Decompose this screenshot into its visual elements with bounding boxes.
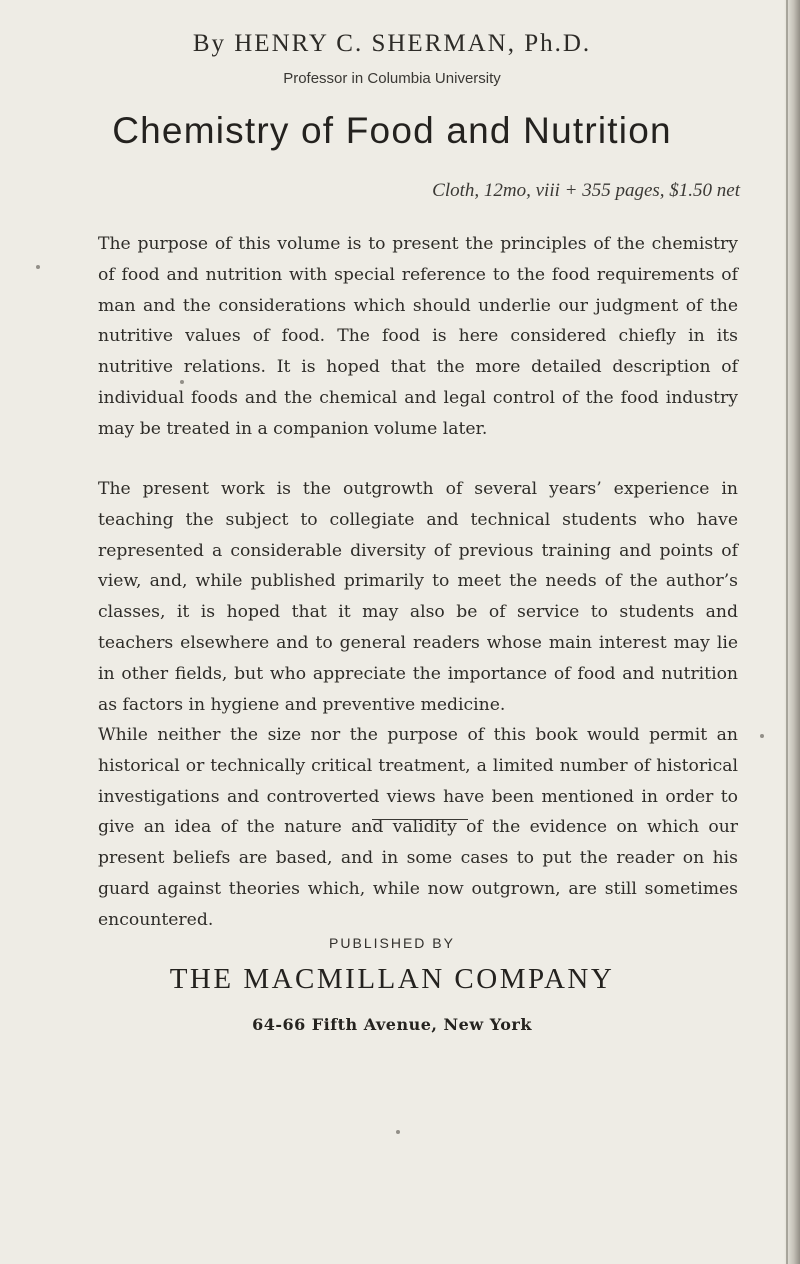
description-paragraph-2: The present work is the outgrowth of several years’ experience in teaching the subject to collegiate and technical students who have represented a considerable diversity of previous training and points of view, and, while published primarily to meet the needs of the author’s classes, it is hoped that it may also be of service to students and teachers elsewhere and to general readers whose main interest may lie in other fields, but who appreciate the importance of food and nutrition as factors in hygiene and preventive medicine. xyxy=(98,479,738,715)
scan-speck xyxy=(180,380,184,384)
publisher-address: 64-66 Fifth Avenue, New York xyxy=(252,1015,532,1034)
description-paragraph-1: The purpose of this volume is to present the principles of the chemistry of food and nutrition with special reference to the food requirements of man and the considerations which should underlie our judgment of the nutritive values of food. The food is here considered chiefly in its nutritive relations. It is hoped that the more detailed description of individual foods and the chemical and legal control of the food industry may be treated in a companion volume later. xyxy=(98,234,738,439)
separator-rule xyxy=(372,819,468,820)
published-by-label: PUBLISHED BY xyxy=(329,935,455,951)
edition-details: Cloth, 12mo, viii + 355 pages, $1.50 net xyxy=(432,180,740,201)
scan-speck xyxy=(760,734,764,738)
author-line: By HENRY C. SHERMAN, Ph.D. xyxy=(192,30,592,57)
publisher-name: THE MACMILLAN COMPANY xyxy=(169,963,615,995)
book-title: Chemistry of Food and Nutrition xyxy=(112,110,672,151)
description-paragraph-3: While neither the size nor the purpose of this book would permit an historical or technically critical treatment, a limited number of historical investigations and controverted views have been mentioned in order to give an idea of the nature and validity of the evidence on which our present beliefs are based, and in some cases to put the reader on his guard against theories which, while now outgrown, are still sometimes encountered. xyxy=(98,725,738,930)
page-edge-line xyxy=(786,0,788,1264)
scan-speck xyxy=(396,1130,400,1134)
author-affiliation: Professor in Columbia University xyxy=(283,70,501,87)
scan-speck xyxy=(36,265,40,269)
